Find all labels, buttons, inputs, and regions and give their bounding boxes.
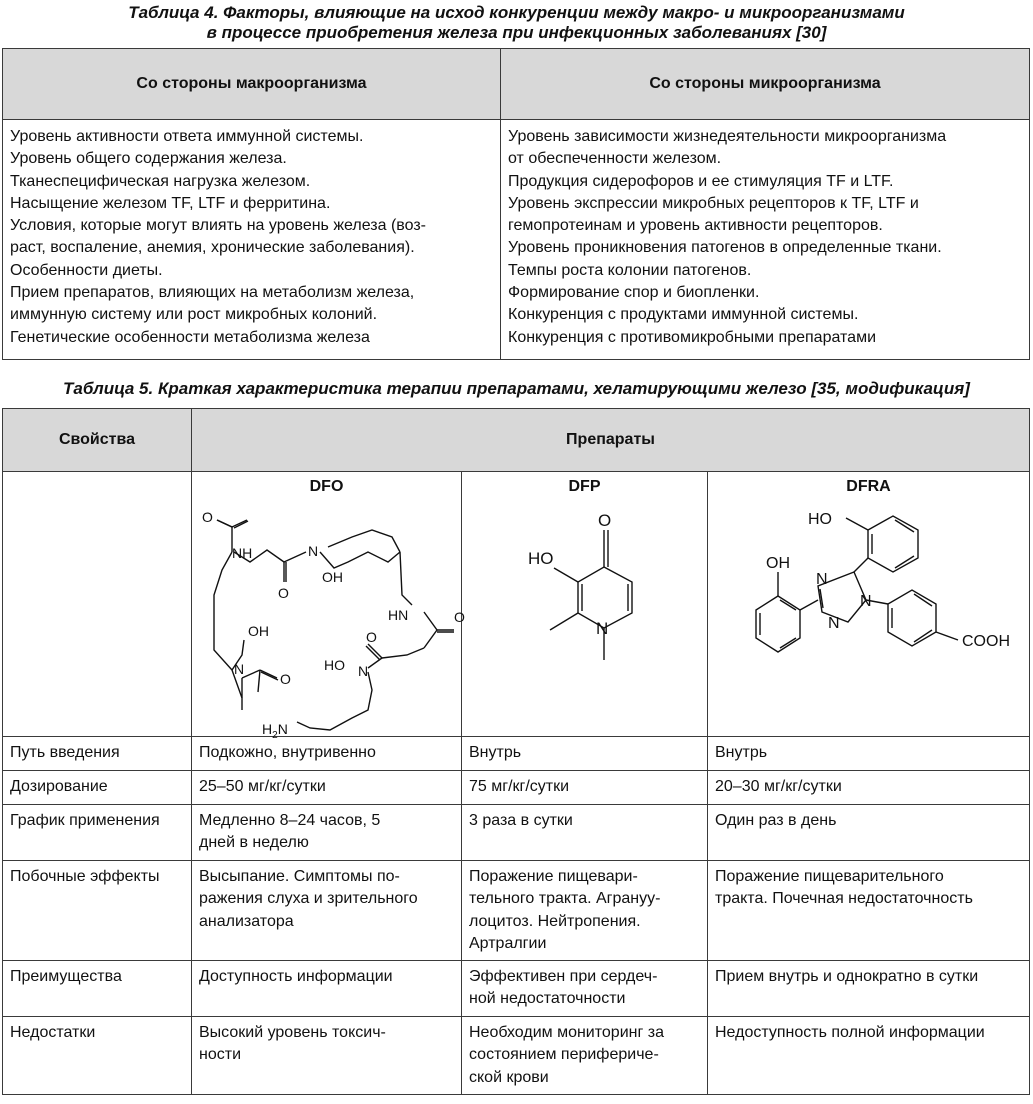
dfo-label-oh1: OH: [322, 569, 343, 585]
dfo-label-ho: HO: [324, 657, 345, 673]
table4-header-micro: Со стороны микроорганизма: [501, 49, 1030, 120]
table5-cell-label: [3, 737, 192, 771]
dfra-structure-cell: [708, 472, 1030, 737]
table5-cell-label: [3, 861, 192, 961]
table5-cell-dfra-line: Один раз в день: [715, 812, 837, 829]
table5-cell-dfp-line: Эффективен при сердеч-: [469, 968, 658, 985]
table4-body-row: [3, 120, 1030, 360]
dfo-structure-cell: [192, 472, 465, 741]
table5-cell-dfp-line: лоцитоз. Нейтропения.: [469, 912, 641, 930]
table5-cell-dfo: [192, 805, 462, 861]
table5-cell-dfp: [462, 737, 708, 771]
table4-micro-factors: [501, 120, 1030, 360]
table5-cell-dfo-line: Доступность информации: [199, 968, 393, 985]
table4-micro-factors-line: Формирование спор и биопленки.: [508, 284, 760, 302]
dfp-structure-icon: [462, 500, 706, 735]
table5: [2, 408, 1030, 1095]
dfo-label-hn: HN: [388, 607, 409, 623]
dfra-label-oh: OH: [766, 555, 790, 572]
table5-row: [3, 771, 1030, 805]
table5-cell-dfra: [708, 861, 1030, 961]
table4-macro-factors-line: Прием препаратов, влияющих на метаболизм железа,: [10, 284, 415, 302]
table5-cell-dfp: [462, 1017, 708, 1095]
table5-row: [3, 737, 1030, 771]
dfra-label-n1: N: [816, 571, 828, 588]
drug-name-dfra: DFRA: [846, 478, 891, 495]
dfra-label-ho: HO: [808, 511, 832, 528]
table5-cell-dfp: [462, 861, 708, 961]
table5-row: [3, 805, 1030, 861]
table5-cell-dfp: [462, 961, 708, 1017]
table5-cell-dfp-line: Поражение пищевари-: [469, 868, 638, 885]
table4-header-macro: Со стороны макроорганизма: [3, 49, 501, 120]
dfo-label-h: H: [262, 721, 273, 737]
table5-cell-dfra-line: 20–30 мг/кг/сутки: [715, 778, 842, 795]
table4-micro-factors-line: Конкуренция с продуктами иммунной системы.: [508, 306, 859, 324]
table5-cell-dfra-line: Недоступность полной информации: [715, 1024, 985, 1041]
table4-macro-factors-line: Насыщение железом TF, LTF и ферритина.: [10, 194, 331, 212]
dfo-label-nh: NH: [232, 545, 253, 561]
table5-cell-dfo-line: Подкожно, внутривенно: [199, 744, 376, 761]
table5-cell-dfra-line: Поражение пищеварительного: [715, 868, 944, 885]
table5-cell-dfp: [462, 771, 708, 805]
table5-cell-label-line: Недостатки: [10, 1024, 96, 1041]
table4-micro-factors-line: Уровень проникновения патогенов в определенные ткани.: [508, 239, 942, 257]
table5-cell-dfra-line: тракта. Почечная недостаточность: [715, 890, 973, 908]
table5-cell-dfra-line: Прием внутрь и однократно в сутки: [715, 968, 979, 985]
table5-cell-dfp-line: 75 мг/кг/сутки: [469, 778, 570, 795]
table4-macro-factors-line: Условия, которые могут влиять на уровень железа (воз-: [10, 217, 426, 235]
table5-cell-dfo-line: Высыпание. Симптомы по-: [199, 868, 400, 885]
table4-macro-factors-line: Уровень общего содержания железа.: [10, 150, 287, 168]
table4-macro-factors-line: Особенности диеты.: [10, 261, 163, 279]
dfp-label-ho: HO: [528, 549, 554, 568]
table5-header-properties: Свойства: [3, 409, 192, 472]
table4-micro-factors-line: Темпы роста колонии патогенов.: [508, 261, 752, 279]
table5-cell-dfp-line: Артралгии: [469, 934, 547, 952]
table5-cell-dfra: [708, 961, 1030, 1017]
dfo-label-sub2: 2: [272, 730, 278, 741]
table5-cell-dfra: [708, 771, 1030, 805]
table4-micro-factors-line: Конкуренция с противомикробными препаратами: [508, 328, 877, 346]
table5-cell-label: [3, 771, 192, 805]
table5-cell-dfra: [708, 737, 1030, 771]
table4-macro-factors-line: Генетические особенности метаболизма железа: [10, 328, 370, 346]
table5-cell-dfo: [192, 737, 462, 771]
table5-cell-dfp-line: Необходим мониторинг за: [469, 1024, 664, 1041]
table4: [2, 48, 1030, 360]
dfra-label-n2: N: [860, 593, 872, 610]
table5-cell-dfo: [192, 961, 462, 1017]
table4-header-row: [3, 49, 1030, 120]
dfo-label-n4: N: [277, 721, 288, 737]
dfra-structure-icon: [708, 500, 1028, 735]
table5-cell-label-line: Путь введения: [10, 744, 120, 761]
dfo-label-n1: N: [308, 543, 319, 559]
table5-cell-dfo-line: 25–50 мг/кг/сутки: [199, 778, 326, 795]
table5-caption: Таблица 5. Краткая характеристика терапии препаратами, хелатирующими железо [35, модификация]: [63, 379, 970, 398]
table5-cell-dfp-line: ной недостаточности: [469, 990, 626, 1008]
dfra-label-n3: N: [828, 615, 840, 632]
table5-cell-dfp-line: состоянием перифериче-: [469, 1046, 659, 1064]
table5-cell-dfp-line: 3 раза в сутки: [469, 812, 573, 829]
table4-macro-factors: [3, 120, 501, 360]
table5-cell-dfra-line: Внутрь: [715, 744, 768, 761]
dfp-label-n: N: [596, 619, 609, 638]
table4-macro-factors-line: раст, воспаление, анемия, хронические заболевания).: [10, 239, 415, 257]
table5-cell-dfp: [462, 805, 708, 861]
table4-macro-factors-line: Тканеспецифическая нагрузка железом.: [10, 172, 311, 190]
table5-cell-label: [3, 1017, 192, 1095]
table5-row: [3, 861, 1030, 961]
table5-cell-dfo-line: ности: [199, 1046, 241, 1064]
table5-cell-label-line: Преимущества: [10, 968, 122, 985]
dfo-structure-icon: [192, 500, 465, 741]
dfo-label-n3: N: [234, 661, 245, 677]
table5-cell-label-line: График применения: [10, 812, 160, 829]
dfp-label-o: O: [598, 511, 612, 530]
table5-cell-dfo-line: Высокий уровень токсич-: [199, 1024, 386, 1041]
table5-cell-label-line: Дозирование: [10, 778, 108, 795]
table5-cell-dfo: [192, 861, 462, 961]
table4-macro-factors-line: Уровень активности ответа иммунной системы.: [10, 128, 364, 145]
table4-caption-line1: Таблица 4. Факторы, влияющие на исход конкуренции между макро- и микроорганизмами: [128, 3, 905, 22]
table4-micro-factors-line: Уровень зависимости жизнедеятельности микроорганизма: [508, 128, 947, 145]
drug-name-dfo: DFO: [309, 478, 344, 495]
table5-cell-dfo-line: анализатора: [199, 912, 294, 930]
table4-micro-factors-line: Продукция сидерофоров и ее стимуляция TF и LTF.: [508, 172, 894, 190]
table5-cell-dfp-line: ской крови: [469, 1068, 549, 1086]
dfo-label-o3: O: [454, 609, 465, 625]
table5-row: [3, 1017, 1030, 1095]
table5-cell-dfo-line: Медленно 8–24 часов, 5: [199, 812, 381, 829]
dfo-label-o1: O: [202, 509, 213, 525]
dfo-label-oh2: OH: [248, 623, 269, 639]
dfo-label-o2: O: [278, 585, 289, 601]
table5-row: [3, 961, 1030, 1017]
table5-cell-dfra: [708, 1017, 1030, 1095]
table5-cell-label: [3, 961, 192, 1017]
drug-name-dfp: DFP: [568, 478, 601, 495]
table4-macro-factors-line: иммунную систему или рост микробных колоний.: [10, 306, 378, 324]
table5-cell-dfo-line: ражения слуха и зрительного: [199, 890, 418, 908]
dfo-label-n2: N: [358, 663, 369, 679]
table5-structure-row: [3, 472, 1030, 737]
table5-header-drugs: Препараты: [192, 409, 1030, 472]
table4-micro-factors-line: Уровень экспрессии микробных рецепторов к TF, LTF и: [508, 194, 919, 212]
dfp-structure-cell: [462, 472, 708, 737]
table5-body: [3, 737, 1030, 1095]
table5-cell-dfp-line: Внутрь: [469, 744, 522, 761]
table4-micro-factors-line: от обеспеченности железом.: [508, 150, 722, 168]
table5-cell-dfo: [192, 771, 462, 805]
table5-structure-empty-cell: [3, 472, 192, 737]
table5-cell-dfra: [708, 805, 1030, 861]
table5-header-row: [3, 409, 1030, 472]
table4-caption-line2: в процессе приобретения железа при инфекционных заболеваниях [30]: [206, 23, 827, 42]
table5-cell-dfp-line: тельного тракта. Агрануу-: [469, 890, 661, 908]
table4-micro-factors-line: гемопротеинам и уровень активности рецепторов.: [508, 217, 883, 235]
table5-cell-label-line: Побочные эффекты: [10, 868, 160, 885]
table5-cell-dfo-line: дней в неделю: [199, 834, 309, 852]
dfra-label-cooh: COOH: [962, 633, 1010, 650]
table5-cell-dfo: [192, 1017, 462, 1095]
dfo-label-o5: O: [280, 671, 291, 687]
dfo-label-o4: O: [366, 629, 377, 645]
table5-cell-label: [3, 805, 192, 861]
